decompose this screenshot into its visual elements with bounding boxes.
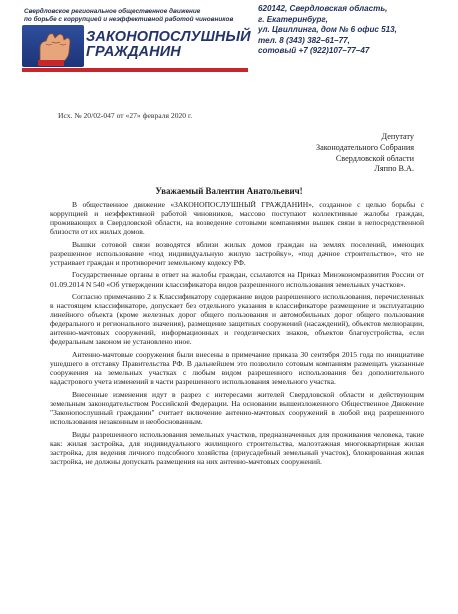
address-line: сотовый +7 (922)107–77–47 [258,46,370,56]
body-paragraph: Внесенные изменения идут в разрез с интересами жителей Свердловской области и действующим земельным законодательством Российской Федерации. На основании вышеизложенного Общественное Движение "Законопослушный гражданин" считает включение антенно-мачтовых сооружений в любой вид разрешенного использования незаконным и необоснованным. [50,389,424,427]
body-paragraph: Государственные органы в ответ на жалобы граждан, ссылаются на Приказ Минэкономразвития России от 01.09.2014 N 540 «Об утверждении классификатора видов разрешенного использования земельных участков». [50,270,424,289]
addressee-block [316,132,414,175]
address-line: ул. Цвиллинга, дом № 6 офис 513, [258,25,397,35]
fist-logo-icon [34,32,74,66]
org-line-2: по борьбе с коррупцией и неэффективной работой чиновников [24,15,234,23]
addressee-line: Свердловской области [335,153,414,163]
header-divider [22,68,248,72]
body-paragraph: Согласно примечанию 2 к Классификатору содержание видов разрешенного использования, перечисленных в настоящем классификаторе, допускает без отдельного указания в классификаторе размещение и эксплуатацию линейного объекта (кроме железных дорог общего пользования и автомобильных дорог общего пользования федерального и регионального значения), размещение защитных сооружений (насаждений), объектов мелиорации, антенно-мачтовых сооружений, информационных и геодезических знаков, объектов благоустройства, если федеральным законом не установлено иное. [50,292,424,347]
brand-name [86,30,251,60]
address-line: тел. 8 (343) 382–61–77, [258,35,350,45]
body-paragraph: Антенно-мачтовые сооружения были внесены в примечание приказа 30 сентября 2015 года по инициативе ушедшего в отставку Правительства РФ. В дальнейшем это позволило сотовым компаниям размещать указанные сооружения на земельных участках с любым видом разрешенного использования без дополнительного кадастрового учета изменений в части разрешенного использования земельного участка. [50,349,424,387]
body-paragraph: Виды разрешенного использования земельных участков, предназначенных для проживания человека, такие как: жилая застройка, для индивидуального жилищного строительства, малоэтажная многоквартирная жилая застройка, для ведения личного подсобного хозяйства (приусадебный земельный участок), блокированная жилая застройка, не должны допускать размещения на них антенно-мачтовых сооружений. [50,429,424,466]
salutation: Уважаемый Валентин Анатольевич! [155,186,303,196]
address-line: г. Екатеринбург, [258,14,328,24]
addressee-line: Ляппо В.А. [374,164,414,174]
org-line-1: Свердловское региональное общественное движение [24,8,201,15]
addressee-line: Депутату [381,132,414,141]
org-address [258,4,454,57]
letter-body [50,200,424,466]
brand-line-2: ГРАЖДАНИН [86,44,181,60]
outgoing-reference: Исх. № 20/02-047 от «27» февраля 2020 г. [58,111,193,120]
brand-line-1: ЗАКОНОПОСЛУШНЫЙ [86,29,251,45]
address-line: 620142, Свердловская область, [258,4,388,13]
body-paragraph: В общественное движение «ЗАКОНОПОСЛУШНЫЙ ГРАЖДАНИН», созданное с целью борьбы с коррупцией и неэффективной работой чиновников, массово поступают коллективные жалобы граждан, проживающих в Свердловской области, на возведение сотовыми компаниями вышек связи в непосредственной близости от их жилых домов. [50,200,424,237]
addressee-line: Законодательного Собрания [316,142,414,152]
org-description [24,8,234,23]
body-paragraph: Вышки сотовой связи возводятся вблизи жилых домов граждан на землях поселений, имеющих разрешенное использование «под индивидуальную жилую застройку», «под дачное строительство», что не устраивает граждан и противоречит земельному кодексу РФ. [50,239,424,267]
